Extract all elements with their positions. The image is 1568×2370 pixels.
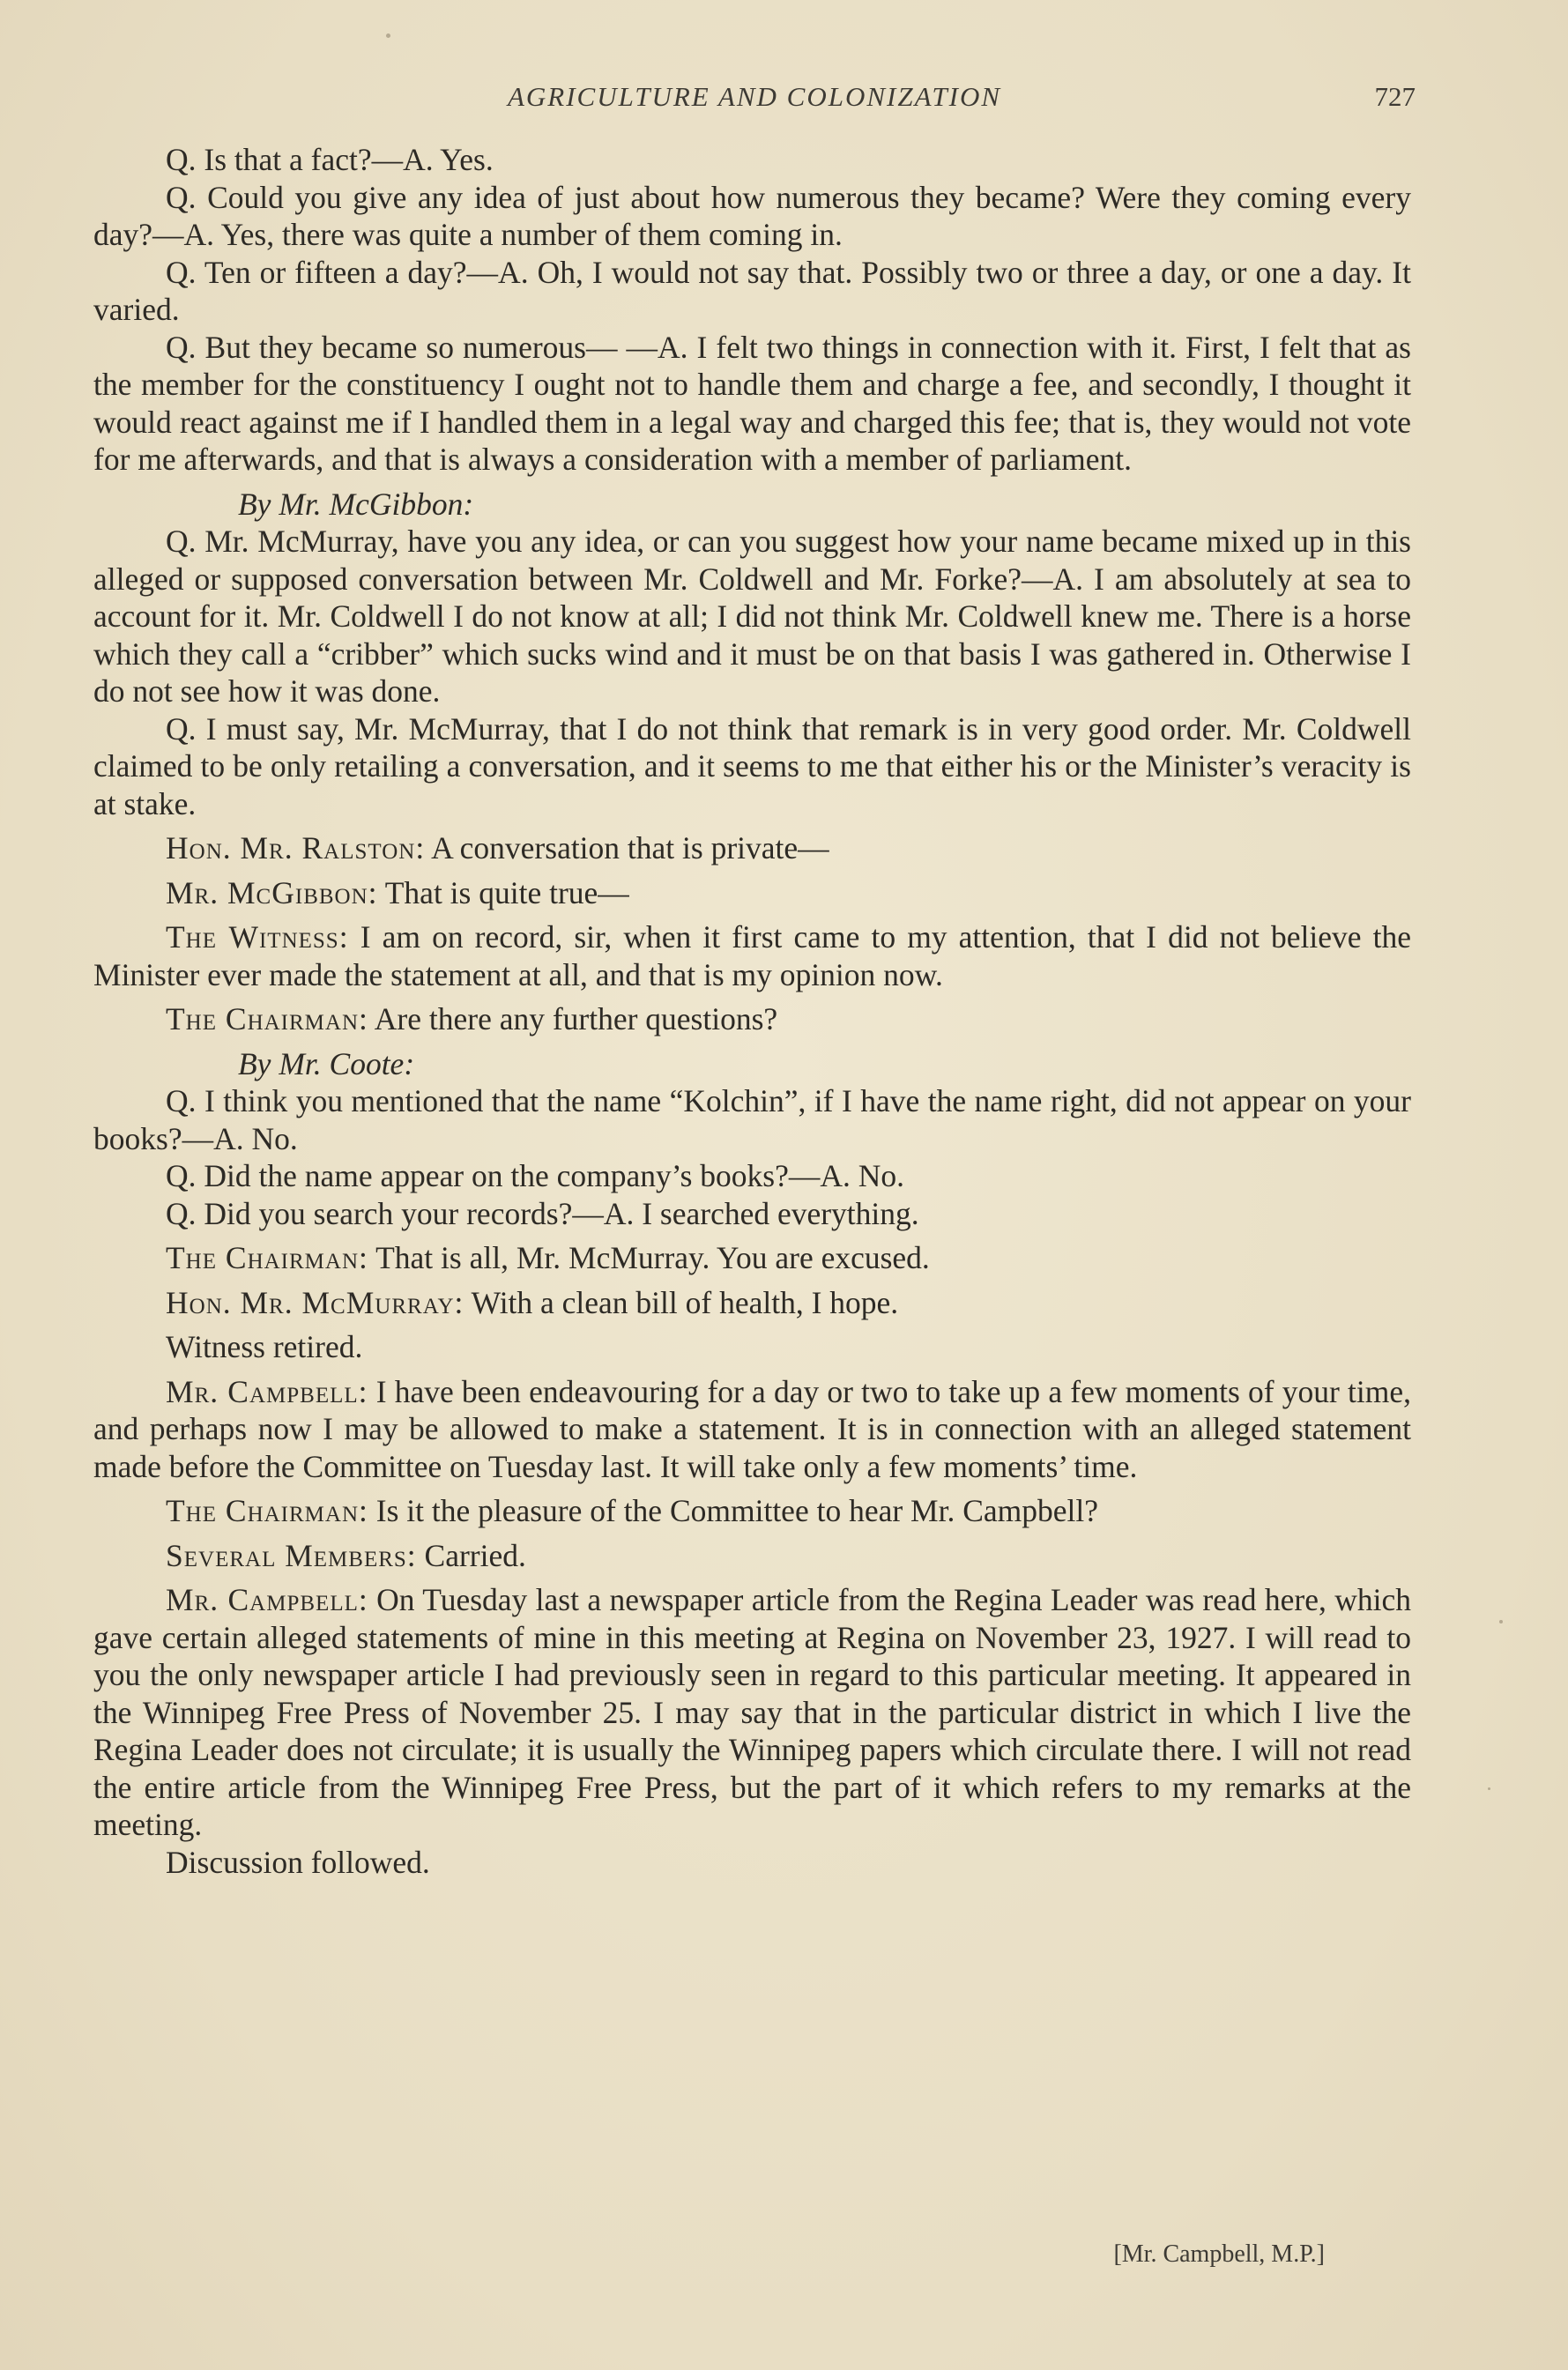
speaker-paragraph xyxy=(93,1000,1411,1038)
qa-paragraph: Q. Is that a fact?—A. Yes. xyxy=(166,142,494,177)
speaker-text: That is quite true— xyxy=(384,874,629,910)
speaker-paragraph xyxy=(93,1239,1411,1277)
examiner-subheading: By Mr. Coote: xyxy=(238,1045,415,1081)
speaker-name: The Chairman: xyxy=(166,1001,368,1036)
speaker-name: The Chairman: xyxy=(166,1240,368,1275)
running-header xyxy=(93,81,1416,116)
speaker-paragraph xyxy=(93,1492,1411,1530)
examiner-subheading: By Mr. McGibbon: xyxy=(238,486,474,522)
paper-speck xyxy=(386,33,390,38)
speaker-name: The Witness: xyxy=(166,919,349,955)
speaker-paragraph xyxy=(93,1284,1411,1322)
body-text xyxy=(93,141,1411,1881)
speaker-name: The Chairman: xyxy=(166,1493,368,1528)
speaker-text: On Tuesday last a newspaper article from the Regina Leader was read here, which gave certain alleged statements of mine in this meeting at Regina on November 23, 1927. I will read to you the only newspaper article I had previously seen in regard to this particular meeting. It appeared in the Winnipeg Free Press of November 25. I may say that in the particular district in which I live the Regina Leader does not circulate; it is usually the Winnipeg papers which circulate there. I will not read the entire article from the Winnipeg Free Press, but the part of it which refers to my remarks at the meeting. xyxy=(93,1582,1412,1842)
qa-paragraph: Q. I think you mentioned that the name “Kolchin”, if I have the name right, did not appear on your books?—A. No. xyxy=(93,1083,1411,1156)
qa-paragraph: Q. Did you search your records?—A. I searched everything. xyxy=(166,1195,919,1231)
qa-paragraph: Q. But they became so numerous— —A. I felt two things in connection with it. First, I felt that as the member for the constituency I ought not to handle them and charge a fee, and secondly, I thought it would react against me if I handled them in a legal way and charged this fee; that is, they would not vote for me afterwards, and that is always a consideration with a member of parliament. xyxy=(93,329,1411,477)
stage-direction: Discussion followed. xyxy=(166,1844,430,1880)
speaker-text: That is all, Mr. McMurray. You are excused. xyxy=(375,1240,930,1275)
speaker-name: Hon. Mr. Ralston: xyxy=(166,830,426,866)
speaker-name: Mr. Campbell: xyxy=(166,1582,368,1617)
speaker-paragraph xyxy=(93,918,1411,993)
speaker-text: A conversation that is private— xyxy=(431,830,829,866)
page-number: 727 xyxy=(1374,81,1416,112)
footer-attribution: [Mr. Campbell, M.P.] xyxy=(1113,2240,1325,2268)
qa-paragraph: Q. Ten or fifteen a day?—A. Oh, I would not say that. Possibly two or three a day, or one a day. It varied. xyxy=(93,254,1411,327)
qa-paragraph: Q. I must say, Mr. McMurray, that I do not think that remark is in very good order. Mr. Coldwell claimed to be only retailing a conversation, and it seems to me that either his or the Minister’s veracity is at stake. xyxy=(93,710,1411,821)
qa-paragraph: Q. Did the name appear on the company’s books?—A. No. xyxy=(166,1158,904,1193)
paper-speck xyxy=(1499,1620,1503,1623)
speaker-name: Mr. McGibbon: xyxy=(166,874,378,910)
speaker-paragraph xyxy=(93,829,1411,867)
speaker-paragraph xyxy=(93,1537,1411,1575)
speaker-name: Several Members: xyxy=(166,1537,417,1573)
speaker-text: With a clean bill of health, I hope. xyxy=(471,1284,899,1320)
speaker-paragraph xyxy=(93,1373,1411,1486)
speaker-name: Mr. Campbell: xyxy=(166,1373,368,1409)
speaker-name: Hon. Mr. McMurray: xyxy=(166,1284,464,1320)
speaker-text: Is it the pleasure of the Committee to hear Mr. Campbell? xyxy=(375,1493,1098,1528)
speaker-paragraph xyxy=(93,874,1411,912)
running-title: AGRICULTURE AND COLONIZATION xyxy=(507,81,1002,112)
qa-paragraph: Q. Could you give any idea of just about how numerous they became? Were they coming every day?—A. Yes, there was quite a number of them coming in. xyxy=(93,179,1411,252)
speaker-text: Carried. xyxy=(424,1537,526,1573)
speaker-paragraph xyxy=(93,1581,1411,1844)
speaker-text: I have been endeavouring for a day or two to take up a few moments of your time, and perhaps now I may be allowed to make a statement. It is in connection with an alleged statement made before the Committee on Tuesday last. It will take only a few moments’ time. xyxy=(93,1373,1411,1484)
speaker-text: I am on record, sir, when it first came to my attention, that I did not believe the Minister ever made the statement at all, and that is my opinion now. xyxy=(93,919,1412,992)
paper-speck xyxy=(1488,1787,1490,1790)
stage-direction: Witness retired. xyxy=(166,1329,363,1364)
speaker-text: Are there any further questions? xyxy=(374,1001,778,1036)
qa-paragraph: Q. Mr. McMurray, have you any idea, or can you suggest how your name became mixed up in this alleged or supposed conversation between Mr. Coldwell and Mr. Forke?—A. I am absolutely at sea to account for it. Mr. Coldwell I do not know at all; I did not think Mr. Coldwell knew me. There is a horse which they call a “cribber” which sucks wind and it must be on that basis I was gathered in. Otherwise I do not see how it was done. xyxy=(93,524,1411,709)
